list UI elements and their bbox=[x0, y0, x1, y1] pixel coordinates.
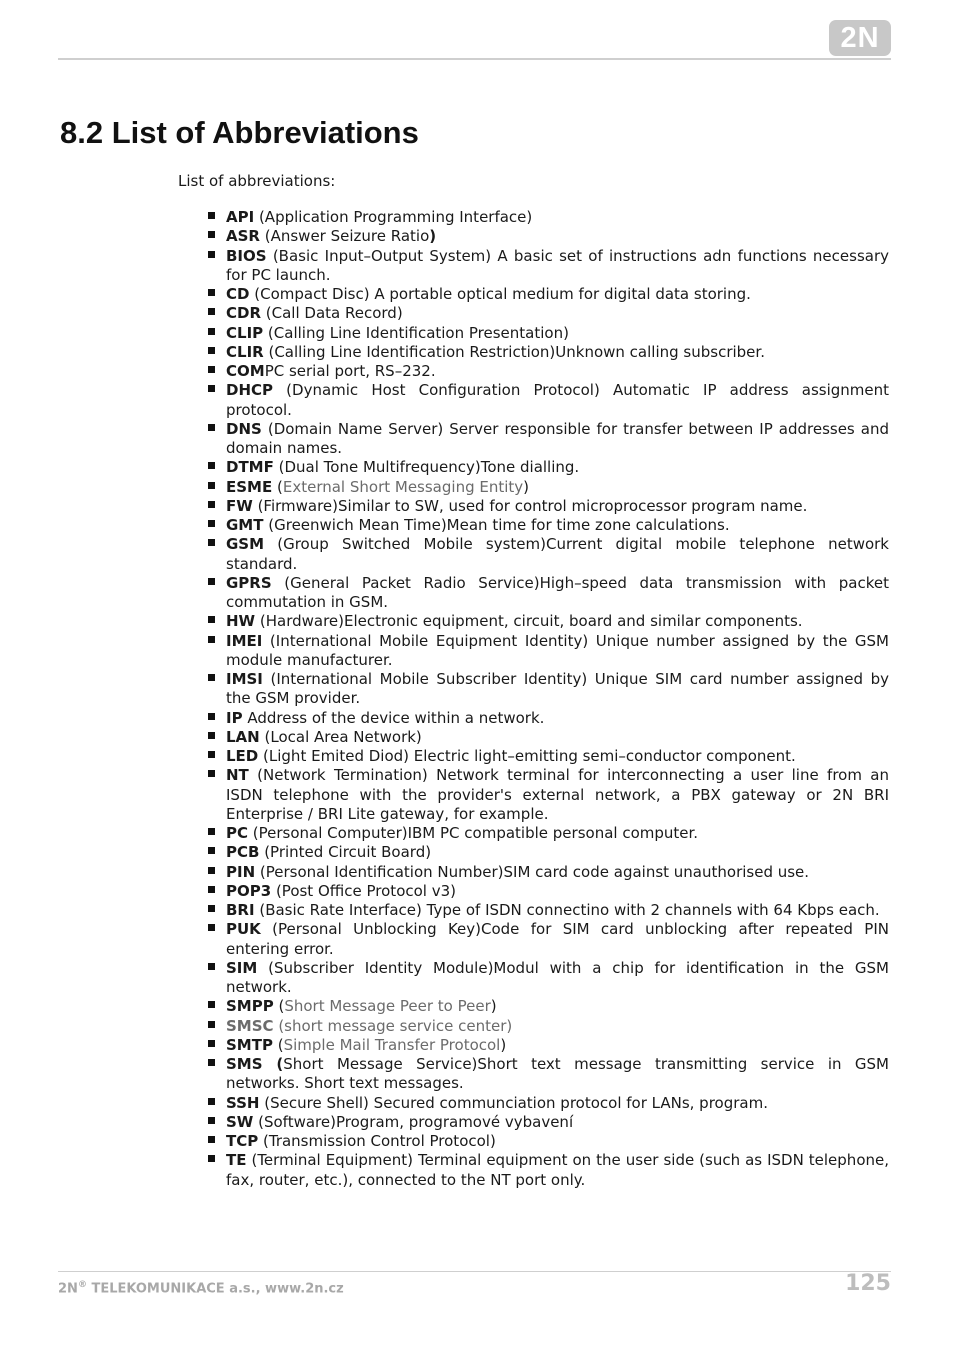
abbreviation-item bbox=[208, 324, 889, 343]
footer-company-name: TELEKOMUNIKACE a.s., www.2n.cz bbox=[86, 1281, 344, 1297]
abbreviation-item bbox=[208, 1036, 889, 1055]
abbreviation-term: LAN bbox=[226, 727, 260, 746]
square-bullet-icon bbox=[208, 347, 215, 354]
abbreviation-item bbox=[208, 381, 889, 420]
abbreviation-term: PCB bbox=[226, 843, 260, 862]
abbreviation-description: (Terminal Equipment) Terminal equipment on the user side (such as ISDN telephone, fax, router, etc.), connected to the NT port only. bbox=[226, 1151, 889, 1189]
abbreviation-description: ( bbox=[262, 1055, 284, 1073]
square-bullet-icon bbox=[208, 231, 215, 238]
square-bullet-icon bbox=[208, 732, 215, 739]
abbreviation-term: SMPP bbox=[226, 997, 274, 1016]
abbreviation-term: GSM bbox=[226, 535, 265, 554]
abbreviation-item bbox=[208, 285, 889, 304]
square-bullet-icon bbox=[208, 212, 215, 219]
abbreviation-description: (General Packet Radio Service)High–speed data transmission with packet commutation in GSM. bbox=[226, 573, 889, 611]
square-bullet-icon bbox=[208, 1098, 215, 1105]
abbreviation-term: CLIR bbox=[226, 342, 264, 361]
footer-divider bbox=[58, 1271, 891, 1272]
abbreviation-item bbox=[208, 997, 889, 1016]
abbreviation-description: (Transmission Control Protocol) bbox=[258, 1132, 496, 1150]
abbreviation-description: Simple Mail Transfer Protocol bbox=[283, 1035, 501, 1054]
abbreviation-term: SMTP bbox=[226, 1035, 273, 1054]
abbreviation-item bbox=[208, 1132, 889, 1151]
abbreviation-item bbox=[208, 1094, 889, 1113]
abbreviation-item bbox=[208, 1151, 889, 1190]
square-bullet-icon bbox=[208, 1001, 215, 1008]
abbreviation-description: (short message service center) bbox=[273, 1016, 513, 1035]
abbreviation-description: (Compact Disc) A portable optical medium for digital data storing. bbox=[249, 285, 751, 303]
abbreviation-description: (Dual Tone Multifrequency)Tone dialling. bbox=[273, 458, 580, 477]
abbreviation-list bbox=[208, 208, 889, 1190]
square-bullet-icon bbox=[208, 424, 215, 431]
abbreviation-item bbox=[208, 728, 889, 747]
abbreviation-description: (International Mobile Subscriber Identity) Unique SIM card number assigned by the GSM provider. bbox=[226, 670, 889, 708]
abbreviation-term: TCP bbox=[226, 1132, 259, 1150]
abbreviation-item bbox=[208, 1017, 889, 1036]
square-bullet-icon bbox=[208, 674, 215, 681]
abbreviation-term: CD bbox=[226, 285, 250, 303]
abbreviation-description: Short Message Service)Short text message transmitting service in GSM networks. Short text messages. bbox=[226, 1055, 889, 1093]
footer-company bbox=[58, 1280, 344, 1296]
abbreviation-description: (Personal Identification Number)SIM card code against unauthorised use. bbox=[255, 862, 810, 881]
registered-mark: ® bbox=[77, 1280, 87, 1290]
square-bullet-icon bbox=[208, 828, 215, 835]
square-bullet-icon bbox=[208, 1059, 215, 1066]
abbreviation-description: (Basic Rate Interface) Type of ISDN connectino with 2 channels with 64 Kbps each. bbox=[254, 901, 880, 919]
abbreviation-item bbox=[208, 497, 889, 516]
square-bullet-icon bbox=[208, 539, 215, 546]
abbreviation-description: (Software)Program, programové vybavení bbox=[253, 1112, 574, 1131]
abbreviation-term: API bbox=[226, 208, 255, 226]
abbreviation-item bbox=[208, 901, 889, 920]
abbreviation-term: DHCP bbox=[226, 381, 274, 400]
abbreviation-item bbox=[208, 632, 889, 671]
abbreviation-description: ( bbox=[272, 1035, 284, 1054]
header-divider bbox=[58, 58, 891, 60]
abbreviation-item bbox=[208, 766, 889, 824]
abbreviation-item bbox=[208, 535, 889, 574]
square-bullet-icon bbox=[208, 385, 215, 392]
abbreviation-description: (Group Switched Mobile system)Current digital mobile telephone network standard. bbox=[226, 535, 889, 573]
abbreviation-term: FW bbox=[226, 496, 253, 515]
abbreviation-term: PIN bbox=[226, 862, 256, 881]
square-bullet-icon bbox=[208, 366, 215, 373]
square-bullet-icon bbox=[208, 1117, 215, 1124]
page-number: 125 bbox=[845, 1271, 891, 1296]
square-bullet-icon bbox=[208, 924, 215, 931]
abbreviation-item bbox=[208, 208, 889, 227]
abbreviation-term: SMS bbox=[226, 1055, 263, 1073]
abbreviation-description: (Printed Circuit Board) bbox=[259, 843, 432, 862]
page-title: 8.2 List of Abbreviations bbox=[60, 115, 419, 150]
abbreviation-item bbox=[208, 478, 889, 497]
abbreviation-item bbox=[208, 959, 889, 998]
abbreviation-description: (Application Programming Interface) bbox=[254, 208, 533, 226]
abbreviation-term: GMT bbox=[226, 516, 264, 534]
abbreviation-description: (Local Area Network) bbox=[259, 727, 422, 746]
square-bullet-icon bbox=[208, 501, 215, 508]
square-bullet-icon bbox=[208, 636, 215, 643]
abbreviation-description: (Dynamic Host Configuration Protocol) Automatic IP address assignment protocol. bbox=[226, 381, 889, 419]
abbreviation-item bbox=[208, 920, 889, 959]
square-bullet-icon bbox=[208, 1155, 215, 1162]
abbreviation-description: (Secure Shell) Secured communciation protocol for LANs, program. bbox=[259, 1093, 768, 1112]
abbreviation-term: PC bbox=[226, 824, 249, 842]
abbreviation-description: ) bbox=[429, 227, 437, 246]
abbreviation-description: ) bbox=[500, 1035, 507, 1054]
abbreviation-item bbox=[208, 574, 889, 613]
abbreviation-item bbox=[208, 420, 889, 459]
abbreviation-term: TE bbox=[226, 1151, 247, 1170]
abbreviation-description: (Domain Name Server) Server responsible for transfer between IP addresses and domain names. bbox=[226, 419, 889, 457]
abbreviation-term: GPRS bbox=[226, 573, 272, 592]
abbreviation-term: SW bbox=[226, 1112, 254, 1131]
square-bullet-icon bbox=[208, 289, 215, 296]
abbreviation-item bbox=[208, 709, 889, 728]
abbreviation-item bbox=[208, 824, 889, 843]
abbreviation-term: SMSC bbox=[226, 1016, 274, 1035]
abbreviation-term: DNS bbox=[226, 419, 262, 438]
abbreviation-description: ( bbox=[272, 477, 283, 496]
square-bullet-icon bbox=[208, 770, 215, 777]
square-bullet-icon bbox=[208, 751, 215, 758]
abbreviation-term: NT bbox=[226, 766, 249, 785]
abbreviation-description: (Personal Computer)IBM PC compatible personal computer. bbox=[248, 824, 699, 842]
abbreviation-description: (Calling Line Identification Presentation) bbox=[263, 323, 569, 342]
abbreviation-item bbox=[208, 747, 889, 766]
footer-brand: 2N bbox=[58, 1281, 78, 1297]
abbreviation-term: CLIP bbox=[226, 323, 264, 342]
abbreviation-description: (Personal Unblocking Key)Code for SIM card unblocking after repeated PIN entering error. bbox=[226, 920, 889, 958]
abbreviation-description: (Firmware)Similar to SW, used for control microprocessor program name. bbox=[252, 496, 808, 515]
abbreviation-term: SIM bbox=[226, 958, 258, 977]
square-bullet-icon bbox=[208, 1021, 215, 1028]
abbreviation-item bbox=[208, 458, 889, 477]
square-bullet-icon bbox=[208, 963, 215, 970]
abbreviation-description: (Hardware)Electronic equipment, circuit, board and similar components. bbox=[255, 612, 803, 631]
abbreviation-description: (Basic Input–Output System) A basic set of instructions adn functions necessary for PC launch. bbox=[226, 246, 889, 284]
abbreviation-item bbox=[208, 612, 889, 631]
abbreviation-description: (International Mobile Equipment Identity) Unique number assigned by the GSM module manufacturer. bbox=[226, 631, 889, 669]
abbreviation-description: ) bbox=[490, 997, 497, 1016]
square-bullet-icon bbox=[208, 616, 215, 623]
abbreviation-description: PC serial port, RS–232. bbox=[264, 362, 436, 380]
abbreviation-description: (Calling Line Identification Restriction)Unknown calling subscriber. bbox=[263, 342, 765, 361]
abbreviation-term: CDR bbox=[226, 304, 262, 323]
abbreviation-term: PUK bbox=[226, 920, 261, 939]
square-bullet-icon bbox=[208, 482, 215, 489]
intro-text: List of abbreviations: bbox=[178, 172, 336, 190]
abbreviation-term: COM bbox=[226, 362, 265, 380]
abbreviation-term: BRI bbox=[226, 901, 255, 919]
abbreviation-description: Short Message Peer to Peer bbox=[284, 997, 491, 1016]
abbreviation-description: ) bbox=[523, 477, 530, 496]
abbreviation-term: SSH bbox=[226, 1093, 260, 1112]
abbreviation-item bbox=[208, 304, 889, 323]
square-bullet-icon bbox=[208, 578, 215, 585]
abbreviation-item bbox=[208, 1113, 889, 1132]
abbreviation-item bbox=[208, 863, 889, 882]
brand-logo: 2N bbox=[829, 20, 891, 56]
square-bullet-icon bbox=[208, 520, 215, 527]
square-bullet-icon bbox=[208, 328, 215, 335]
abbreviation-term: HW bbox=[226, 612, 256, 631]
abbreviation-description: (Call Data Record) bbox=[261, 304, 403, 323]
abbreviation-description: ( bbox=[273, 997, 285, 1016]
abbreviation-term: POP3 bbox=[226, 881, 272, 900]
abbreviation-item bbox=[208, 516, 889, 535]
abbreviation-term: ESME bbox=[226, 477, 273, 496]
abbreviation-term: IMEI bbox=[226, 631, 263, 650]
abbreviation-description: External Short Messaging Entity bbox=[282, 477, 524, 496]
square-bullet-icon bbox=[208, 308, 215, 315]
square-bullet-icon bbox=[208, 867, 215, 874]
abbreviation-item bbox=[208, 247, 889, 286]
square-bullet-icon bbox=[208, 251, 215, 258]
abbreviation-description: (Post Office Protocol v3) bbox=[271, 881, 456, 900]
square-bullet-icon bbox=[208, 462, 215, 469]
abbreviation-term: IMSI bbox=[226, 670, 263, 688]
abbreviation-item bbox=[208, 670, 889, 709]
square-bullet-icon bbox=[208, 886, 215, 893]
abbreviation-description: (Light Emited Diod) Electric light–emitting semi–conductor component. bbox=[258, 747, 796, 765]
abbreviation-item bbox=[208, 882, 889, 901]
abbreviation-term: LED bbox=[226, 747, 259, 765]
square-bullet-icon bbox=[208, 713, 215, 720]
abbreviation-term: BIOS bbox=[226, 246, 267, 265]
abbreviation-term: IP bbox=[226, 708, 243, 727]
abbreviation-item bbox=[208, 843, 889, 862]
square-bullet-icon bbox=[208, 905, 215, 912]
abbreviation-item bbox=[208, 362, 889, 381]
square-bullet-icon bbox=[208, 847, 215, 854]
abbreviation-item bbox=[208, 343, 889, 362]
square-bullet-icon bbox=[208, 1040, 215, 1047]
abbreviation-description: (Greenwich Mean Time)Mean time for time zone calculations. bbox=[263, 516, 730, 534]
abbreviation-description: Address of the device within a network. bbox=[242, 708, 545, 727]
abbreviation-item bbox=[208, 227, 889, 246]
square-bullet-icon bbox=[208, 1136, 215, 1143]
abbreviation-item bbox=[208, 1055, 889, 1094]
abbreviation-description: (Network Termination) Network terminal for interconnecting a user line from an ISDN telephone with the provider's external network, a PBX gateway or 2N BRI Enterprise / BRI Lite gateway, for example. bbox=[226, 766, 889, 823]
abbreviation-term: ASR bbox=[226, 227, 260, 246]
abbreviation-term: DTMF bbox=[226, 458, 274, 477]
abbreviation-description: (Subscriber Identity Module)Modul with a chip for identification in the GSM network. bbox=[226, 958, 889, 996]
abbreviation-description: (Answer Seizure Ratio bbox=[259, 227, 430, 246]
